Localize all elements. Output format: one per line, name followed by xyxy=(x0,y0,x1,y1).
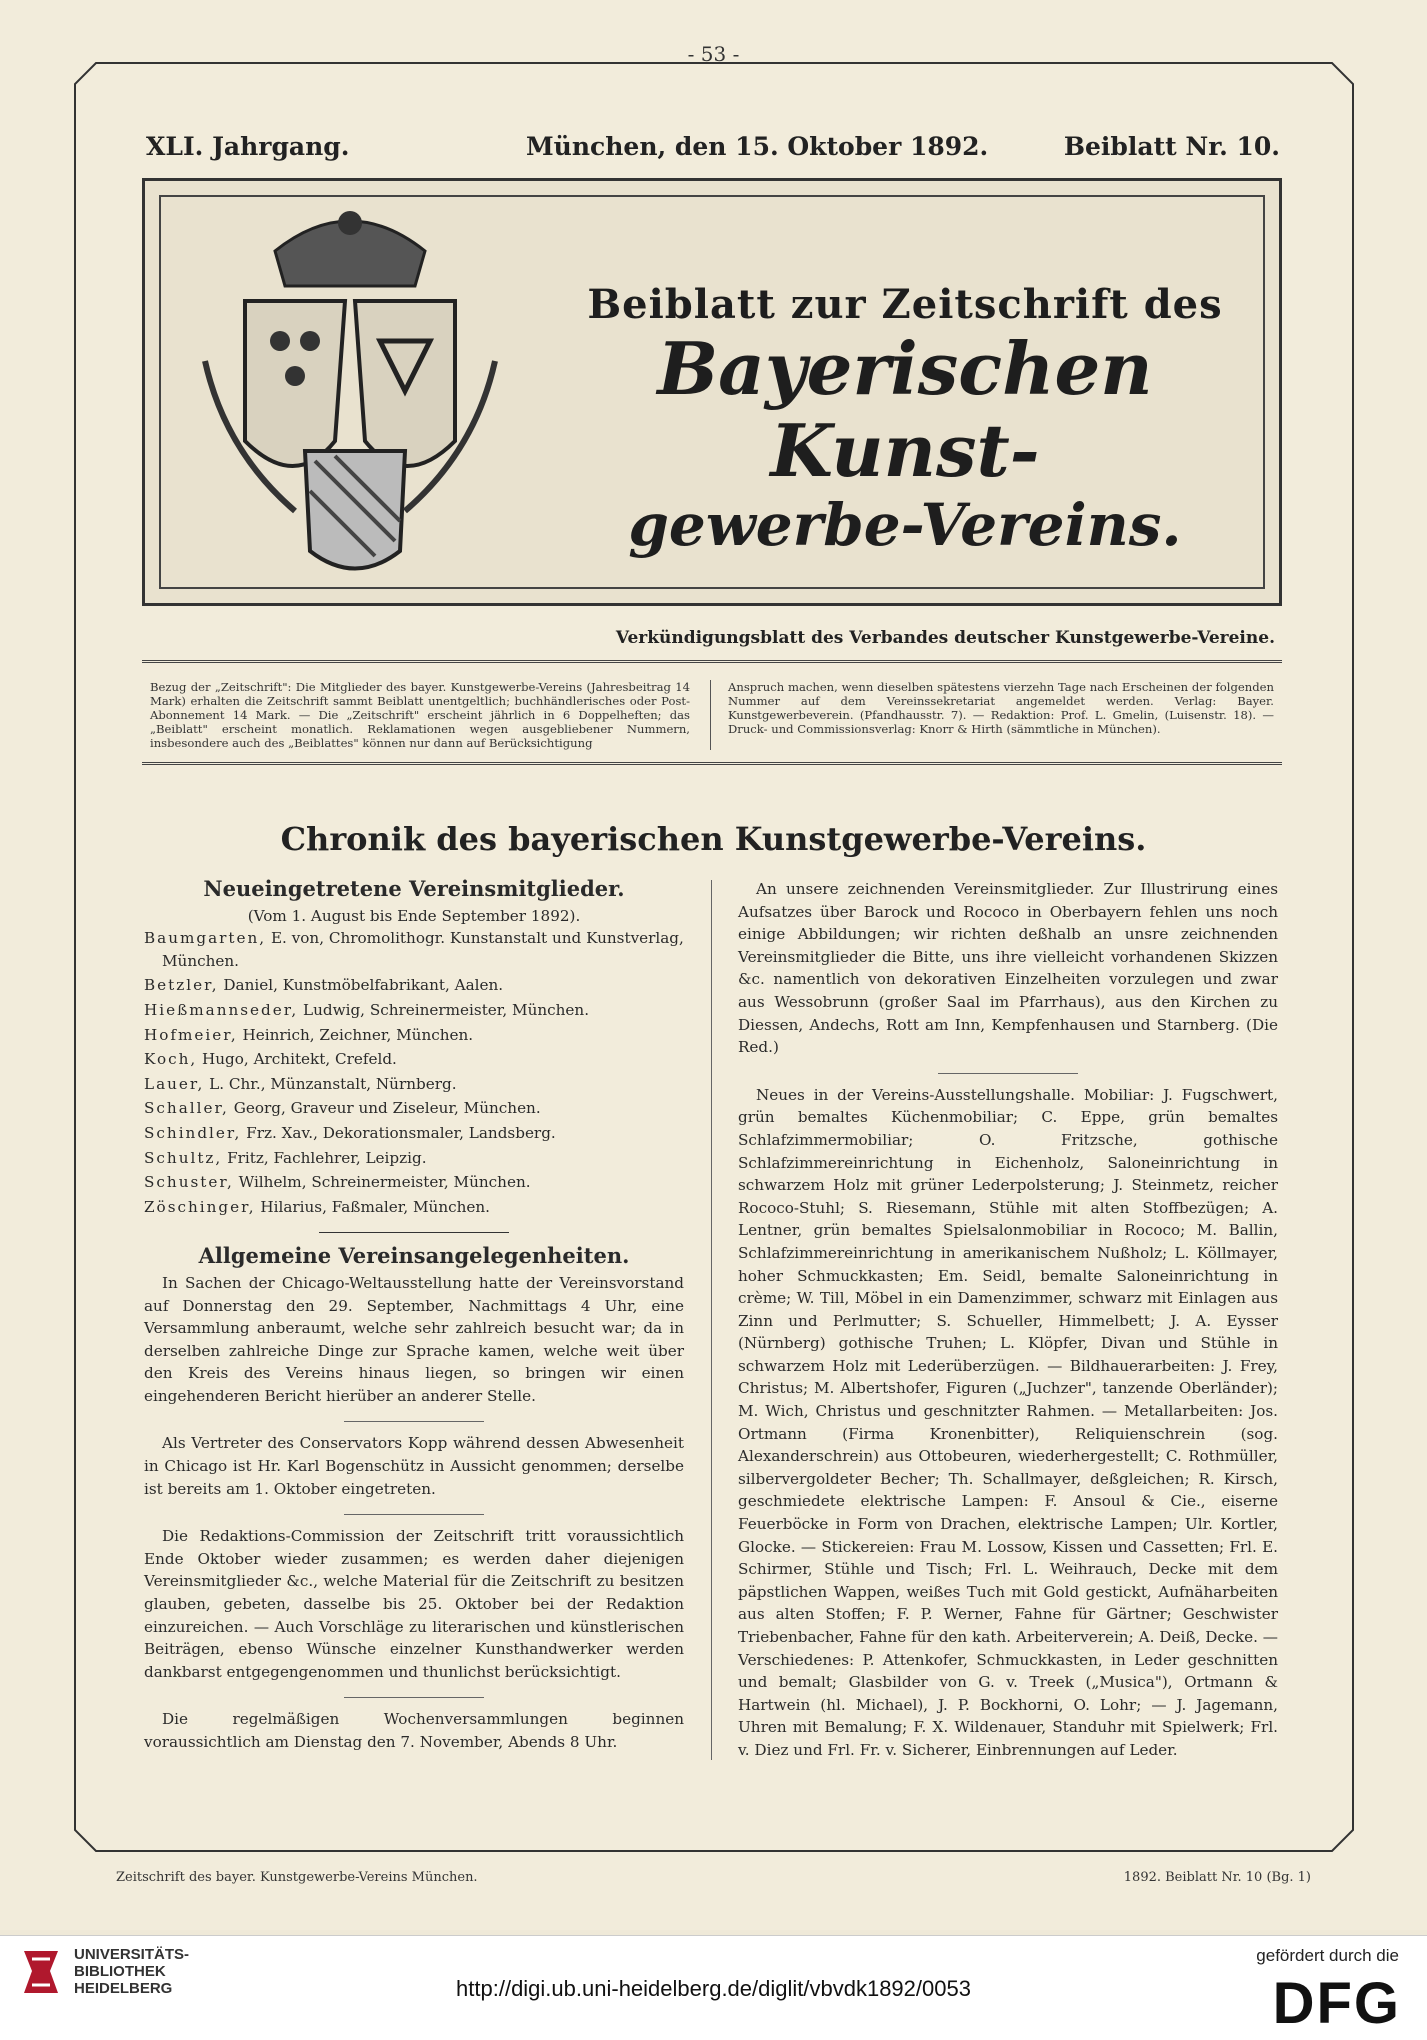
supplement-number: Beiblatt Nr. 10. xyxy=(1063,132,1280,161)
paragraph-conservator: Als Vertreter des Conservators Kopp während dessen Abwesenheit in Chicago ist Hr. Karl Bogenschütz in Aussicht genommen; derselbe ist bereits am 1. Oktober eingetreten. xyxy=(144,1434,684,1498)
paragraph-illustrators: An unsere zeichnenden Vereinsmitglieder. Zur Illustrirung eines Aufsatzes über Barock und Rococo in Oberbayern fehlen uns noch einige Abbildungen; wir richten deßhalb an unsre zeichnenden Vereinsmitglieder die Bitte, uns ihre vielleicht vorhandenen Skizzen &c. namentlich von dekorativen Einzelheiten vorzulegen und zwar aus Wessobrunn (großer Saal im Pfarrhaus), aus den Kirchen zu Diessen, Andechs, Rott am Inn, Kempfenhausen und Starnberg. (Die Red.) xyxy=(738,880,1278,1057)
list-item: Zöschinger, Hilarius, Faßmaler, München. xyxy=(144,1197,490,1216)
masthead-title xyxy=(575,281,1235,558)
footer-left: Zeitschrift des bayer. Kunstgewerbe-Vereins München. xyxy=(116,1870,478,1885)
members-heading: Neueingetretene Vereinsmitglieder. xyxy=(203,876,625,901)
list-item: Hofmeier, Heinrich, Zeichner, München. xyxy=(144,1025,474,1044)
subscription-divider xyxy=(710,680,711,750)
paragraph-exhibition: Neues in der Vereins-Ausstellungshalle. Mobiliar: J. Fugschwert, grün bemaltes Küchenmobiliar; C. Eppe, grün bemaltes Schlafzimmermobiliar; O. Fritzsche, gothische Schlafzimmereinrichtung in Eichenholz, Saloneinrichtung in schwarzem Holz mit grüner Lederpolsterung; J. Steinmetz, reicher Rococo-Stuhl; S. Riesemann, Stühle mit alten Stoffbezügen; A. Lentner, grün bemaltes Spielsalonmobiliar in Rococo; M. Ballin, Schlafzimmereinrichtung in amerikanischem Nußholz; L. Köllmayer, hoher Schmuckkasten; Em. Seidl, bemalte Saloneinrichtung in crème; W. Till, Möbel in ein Damenzimmer, schwarz mit Einlagen aus Zinn und Perlmutter; S. Schueller, Himmelbett; J. A. Eysser (Nürnberg) gothische Truhen; L. Klöpfer, Divan und Stühle in schwarzem Holz mit Lederüberzügen. — Bildhauerarbeiten: J. Frey, Christus; M. Albertshofer, Figuren („Juchzer", tanzende Oberländer); M. Wich, Christus und geschnitzter Rahmen. — Metallarbeiten: Jos. Ortmann (Firma Kronenbitter), Reliquienschrein (sog. Alexanderschrein) aus Ottobeuren, wiederhergestellt; C. Rothmüller, silbervergoldeter Becher; Th. Schallmayer, deßgleichen; R. Kirsch, geschmiedete elektrische Lampen: F. Ansoul & Cie., eiserne Feuerböcke in Form von Drachen, elektrische Lampen; Ulr. Kortler, Glocke. — Stickereien: Frau M. Lossow, Kissen und Cassetten; Frl. E. Schirmer, Stühle und Tisch; Frl. L. Weihrauch, Decke mit dem päpstlichen Wappen, weißes Tuch mit Gold gestickt, Aufnäharbeiten aus alten Stoffen; F. P. Werner, Fahne für Gärtner; Geschwister Triebenbacher, Fahne für den kath. Arbeiterverein; A. Deiß, Decke. — Verschiedenes: P. Attenkofer, Schmuckkasten, in Leder geschnitten und bemalt; Glasbilder von G. v. Treek („Musica"), Ortmann & Hartwein (hl. Michael), J. P. Bockhorni, O. Lohr; — J. Jagemann, Uhren mit Bemalung; F. X. Wildenauer, Standuhr mit Spielwerk; Frl. v. Diez und Frl. Fr. v. Sicherer, Einbrennungen auf Leder. xyxy=(738,1085,1278,1759)
paragraph-redaction: Die Redaktions-Commission der Zeitschrift tritt voraussichtlich Ende Oktober wieder zusammen; es werden daher diejenigen Vereinsmitglieder &c., welche Material für die Zeitschrift zu besitzen glauben, gebeten, dasselbe bis 25. Oktober bei der Redaktion einzureichen. — Auch Vorschläge zu literarischen und künstlerischen Beiträgen, ebenso Wünsche einzelner Kunsthandwerker werden dankbarst entgegengenommen und thunlichst berücksichtigt. xyxy=(144,1527,684,1681)
list-item: Lauer, L. Chr., Münzanstalt, Nürnberg. xyxy=(144,1074,457,1093)
paragraph-rule xyxy=(938,1073,1078,1074)
paragraph-chicago: In Sachen der Chicago-Weltausstellung hatte der Vereinsvorstand auf Donnerstag den 29. September, Nachmittags 4 Uhr, eine Versammlung anberaumt, welche sehr zahlreich besucht war; da in derselben zahlreiche Dinge zur Sprache kamen, welche weit über den Kreis des Vereins hinaus liegen, so bringen wir einen eingehenderen Bericht hierüber an anderer Stelle. xyxy=(144,1273,684,1405)
viewer-bar xyxy=(0,1935,1427,2040)
masthead-banner xyxy=(142,178,1282,606)
member-list xyxy=(144,927,684,1218)
paragraph-rule xyxy=(344,1697,484,1698)
paragraph-rule xyxy=(344,1514,484,1515)
tagline: Verkündigungsblatt des Verbandes deutscher Kunstgewerbe-Vereine. xyxy=(615,628,1275,648)
list-item: Schuster, Wilhelm, Schreinermeister, München. xyxy=(144,1173,531,1192)
list-item: Hießmannseder, Ludwig, Schreinermeister, München. xyxy=(144,1000,590,1019)
volume-label: XLI. Jahrgang. xyxy=(146,132,350,161)
list-item: Schaller, Georg, Graveur und Ziseleur, München. xyxy=(144,1099,541,1118)
funded-by-label: gefördert durch die xyxy=(1256,1946,1399,1965)
list-item: Schindler, Frz. Xav., Dekorationsmaler, Landsberg. xyxy=(144,1123,556,1142)
list-item: Betzler, Daniel, Kunstmöbelfabrikant, Aalen. xyxy=(144,976,504,995)
footer-right: 1892. Beiblatt Nr. 10 (Bg. 1) xyxy=(1123,1870,1311,1885)
separator-top xyxy=(142,660,1282,663)
dfg-logo[interactable]: DFG xyxy=(1272,1971,1401,2036)
members-period: (Vom 1. August bis Ende September 1892). xyxy=(247,906,581,925)
column-divider xyxy=(711,880,712,1760)
affairs-heading: Allgemeine Vereinsangelegenheiten. xyxy=(198,1243,630,1269)
paragraph-rule xyxy=(344,1421,484,1422)
list-item: Schultz, Fritz, Fachlehrer, Leipzig. xyxy=(144,1148,427,1167)
library-name: UNIVERSITÄTS- BIBLIOTHEK HEIDELBERG xyxy=(74,1946,190,1997)
subscription-right: Anspruch machen, wenn dieselben spätestens vierzehn Tage nach Erscheinen der folgenden Nummer auf dem Vereinssekretariat angemeldet werden. Verlag: Bayer. Kunstgewerbeverein. (Pfandhausstr. 7). — Redaktion: Prof. L. Gmelin, (Luisenstr. 18). — Druck- und Commissionsverlag: Knorr & Hirth (sämmtliche in München). xyxy=(728,680,1274,736)
separator-bottom xyxy=(142,762,1282,765)
page-number: - 53 - xyxy=(687,42,740,66)
chronicle-title: Chronik des bayerischen Kunstgewerbe-Vereins. xyxy=(280,820,1147,858)
permalink[interactable]: http://digi.ub.uni-heidelberg.de/diglit/vbvdk1892/0053 xyxy=(456,1976,971,2001)
coat-of-arms-emblem xyxy=(185,191,515,591)
section-rule xyxy=(319,1232,509,1233)
date-label: München, den 15. Oktober 1892. xyxy=(526,132,989,161)
masthead-line1: Beiblatt zur Zeitschrift des xyxy=(587,281,1223,328)
subscription-info xyxy=(150,680,1274,754)
masthead-line2: Bayerischen Kunst- xyxy=(657,326,1153,493)
right-column xyxy=(738,878,1278,1776)
list-item: Koch, Hugo, Architekt, Crefeld. xyxy=(144,1050,397,1069)
paragraph-meetings: Die regelmäßigen Wochenversammlungen beginnen voraussichtlich am Dienstag den 7. November, Abends 8 Uhr. xyxy=(144,1710,684,1751)
subscription-left: Bezug der „Zeitschrift": Die Mitglieder des bayer. Kunstgewerbe-Vereins (Jahresbeitrag 14 Mark) erhalten die Zeitschrift sammt Beiblatt unentgeltlich; buchhändlerisches oder Post-Abonnement 14 Mark. — Die „Zeitschrift" erscheint jährlich in 6 Doppelheften; das „Beiblatt" erscheint monatlich. Reklamationen wegen ausgebliebener Nummern, insbesondere auch des „Beiblattes" können nur dann auf Berücksichtigung xyxy=(150,680,690,750)
masthead-line3: gewerbe-Vereins. xyxy=(628,491,1182,559)
list-item: Baumgarten, E. von, Chromolithogr. Kunstanstalt und Kunstverlag, München. xyxy=(144,929,684,970)
left-column xyxy=(144,878,684,1768)
